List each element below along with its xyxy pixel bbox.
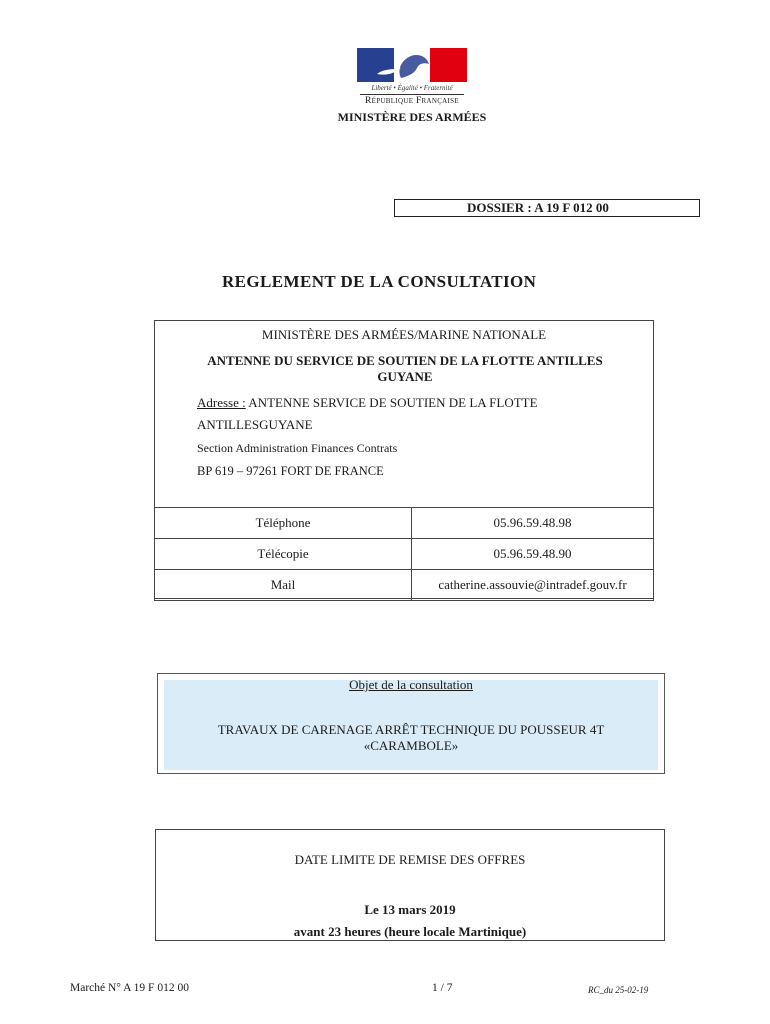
address-label: Adresse :	[197, 395, 246, 410]
republic-label: République Française	[365, 96, 459, 106]
motto: Liberté • Égalité • Fraternité	[371, 84, 453, 92]
contact-box	[154, 320, 654, 599]
objet-text: TRAVAUX DE CARENAGE ARRÊT TECHNIQUE DU POUSSEUR 4T «CARAMBOLE»	[217, 722, 605, 753]
mail-value: catherine.assouvie@intradef.gouv.fr	[412, 570, 654, 601]
footer-ref: RC_du 25-02-19	[588, 985, 649, 995]
fax-label: Télécopie	[155, 539, 412, 570]
section-name: Section Administration Finances Contrats	[197, 441, 398, 455]
service-name: ANTENNE DU SERVICE DE SOUTIEN DE LA FLOTTE ANTILLES GUYANE	[207, 353, 603, 384]
fax-value: 05.96.59.48.90	[412, 539, 654, 570]
table-row	[155, 570, 654, 601]
table-row	[155, 539, 654, 570]
page-number: 1 / 7	[432, 982, 453, 994]
deadline-box	[155, 829, 665, 941]
mail-label: Mail	[155, 570, 412, 601]
dossier-box: DOSSIER : A 19 F 012 00	[394, 199, 700, 217]
table-row	[155, 508, 654, 539]
phone-label: Téléphone	[155, 508, 412, 539]
objet-label: Objet de la consultation	[349, 677, 473, 692]
marianne-logo	[357, 48, 467, 82]
motto-divider	[360, 94, 464, 95]
deadline-date: Le 13 mars 2019	[364, 902, 456, 917]
objet-box	[157, 673, 665, 774]
deadline-heading: DATE LIMITE DE REMISE DES OFFRES	[294, 852, 526, 867]
page-title: REGLEMENT DE LA CONSULTATION	[222, 272, 537, 291]
phone-value: 05.96.59.48.98	[412, 508, 654, 539]
organisation: MINISTÈRE DES ARMÉES/MARINE NATIONALE	[261, 327, 547, 342]
address-value: ANTENNE SERVICE DE SOUTIEN DE LA FLOTTE	[248, 395, 538, 410]
deadline-time: avant 23 heures (heure locale Martinique)	[293, 924, 527, 939]
contact-table	[154, 507, 654, 601]
address-line	[197, 395, 538, 411]
ministry-label: MINISTÈRE DES ARMÉES	[337, 110, 487, 124]
postal-box: BP 619 – 97261 FORT DE FRANCE	[197, 464, 384, 478]
footer-marche: Marché N° A 19 F 012 00	[70, 982, 189, 994]
address-continued: ANTILLESGUYANE	[197, 417, 313, 432]
